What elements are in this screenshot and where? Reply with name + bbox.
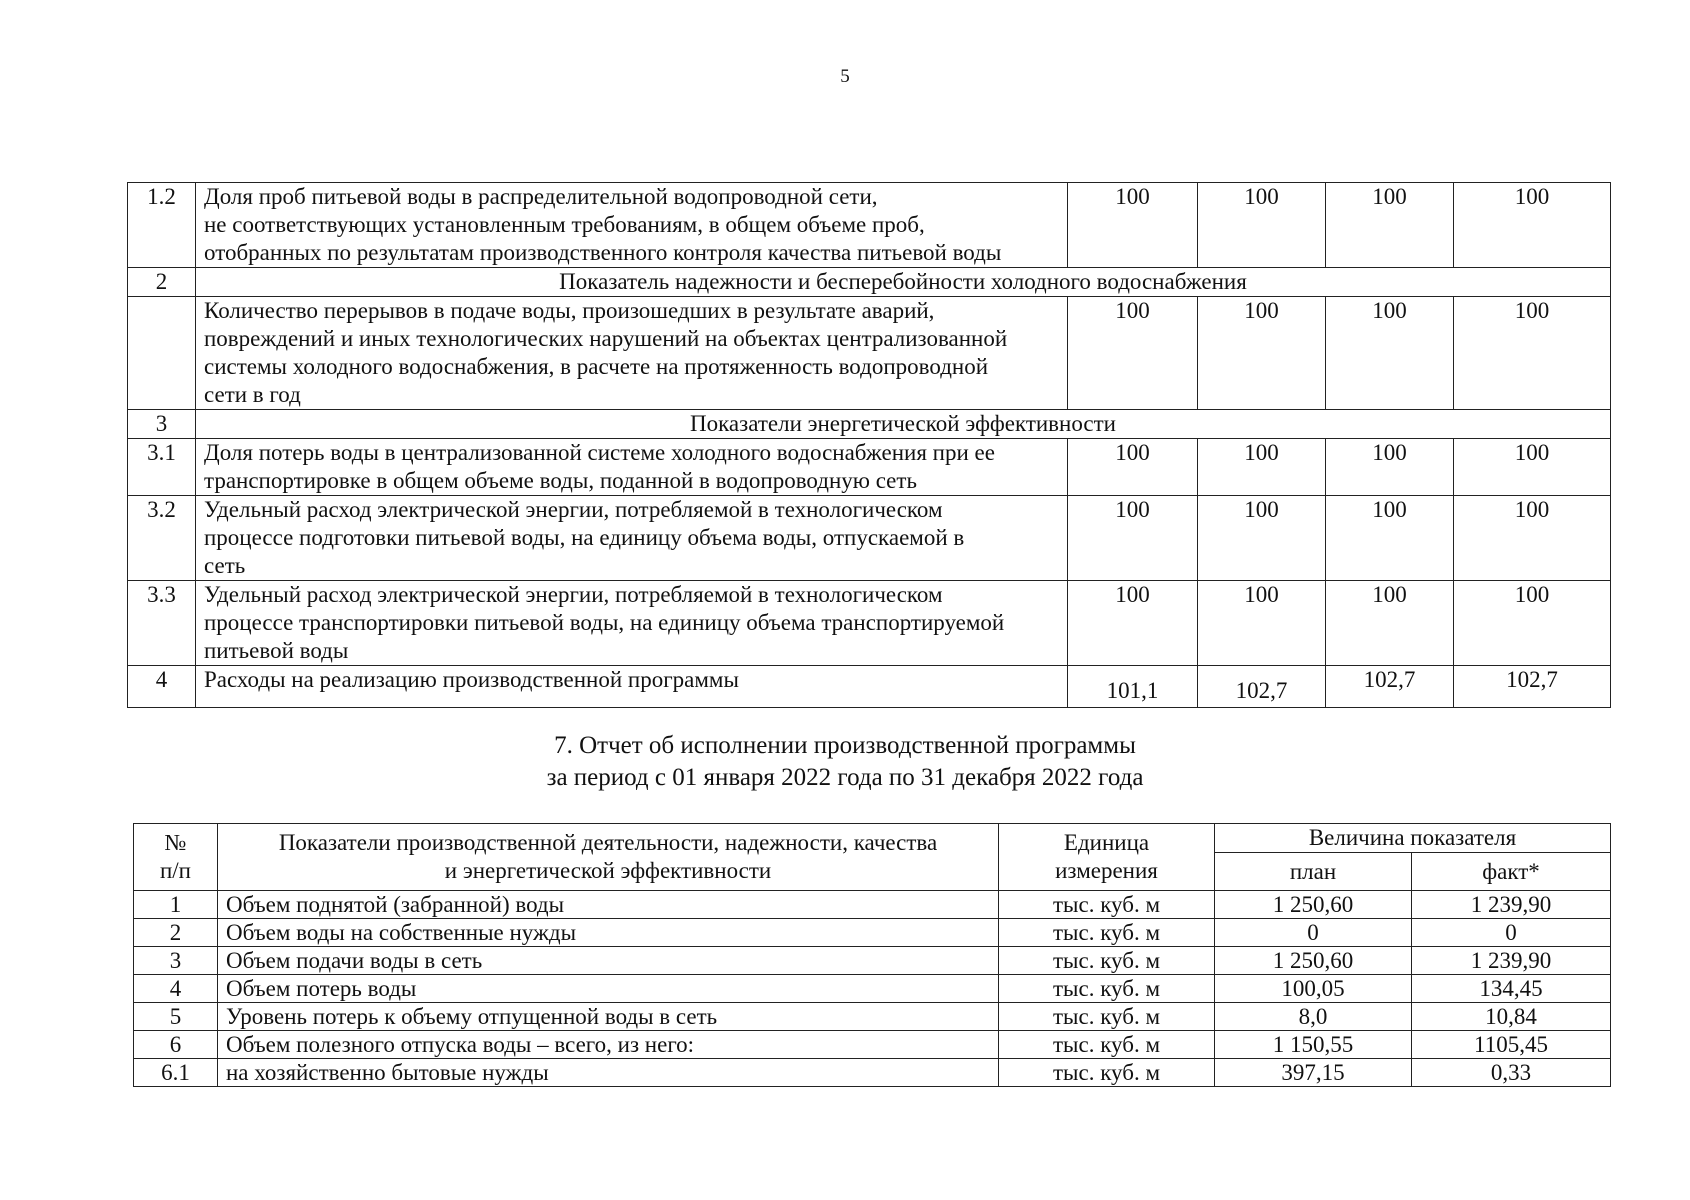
value-cell: 100 [1454,581,1611,666]
page-number: 5 [840,66,850,87]
indicator-text: Количество перерывов в подаче воды, произошедших в результате аварий, повреждений и иных технологических нарушений на объектах централизованной системы холодного водоснабжения, в расчете на протяженность водопроводной сети в год [196,297,1068,410]
section-row [128,268,1611,297]
column-header-unit: Единица измерения [999,824,1215,891]
column-header-plan: план [1215,853,1412,891]
table-row [128,439,1611,496]
report-table [133,823,1611,1087]
plan-cell: 1 250,60 [1215,891,1412,919]
table-row [134,947,1611,975]
row-number: 6 [134,1031,218,1059]
row-number: 6.1 [134,1059,218,1087]
value-cell: 100 [1454,496,1611,581]
table-row [134,1059,1611,1087]
table-row [134,1003,1611,1031]
row-number: 3 [128,410,196,439]
value-cell: 100 [1326,581,1454,666]
column-header-value-group: Величина показателя [1215,824,1611,853]
section-heading: Показатели энергетической эффективности [196,410,1611,439]
unit-cell: тыс. куб. м [999,1003,1215,1031]
section-title-line: за период с 01 января 2022 года по 31 декабря 2022 года [546,764,1144,791]
plan-cell: 8,0 [1215,1003,1412,1031]
indicator-name: Объем полезного отпуска воды – всего, из него: [218,1031,999,1059]
unit-cell: тыс. куб. м [999,975,1215,1003]
indicator-name: Объем воды на собственные нужды [218,919,999,947]
table-row [128,666,1611,708]
unit-cell: тыс. куб. м [999,1059,1215,1087]
value-cell: 100 [1198,297,1326,410]
table-row [134,891,1611,919]
table-row [128,183,1611,268]
indicator-name: Уровень потерь к объему отпущенной воды в сеть [218,1003,999,1031]
value-cell: 100 [1198,581,1326,666]
table-row [128,496,1611,581]
value-cell: 100 [1198,439,1326,496]
row-number: 1 [134,891,218,919]
plan-cell: 100,05 [1215,975,1412,1003]
value-cell: 100 [1326,496,1454,581]
value-cell: 100 [1068,581,1198,666]
value-cell: 100 [1454,439,1611,496]
indicator-text: Доля проб питьевой воды в распределительной водопроводной сети, не соответствующих установленным требованиям, в общем объеме проб, отобранных по результатам производственного контроля качества питьевой воды [196,183,1068,268]
row-number: 3.2 [128,496,196,581]
section-heading: Показатель надежности и бесперебойности холодного водоснабжения [196,268,1611,297]
row-number: 1.2 [128,183,196,268]
row-number: 5 [134,1003,218,1031]
indicators-table [127,182,1611,708]
row-number: 2 [134,919,218,947]
value-cell: 102,7 [1454,666,1611,708]
section-title [0,730,1690,794]
fact-cell: 0 [1412,919,1611,947]
table-row [128,581,1611,666]
plan-cell: 1 150,55 [1215,1031,1412,1059]
fact-cell: 1 239,90 [1412,947,1611,975]
indicator-text: Удельный расход электрической энергии, потребляемой в технологическом процессе транспортировки питьевой воды, на единицу объема транспортируемой питьевой воды [196,581,1068,666]
plan-cell: 1 250,60 [1215,947,1412,975]
value-cell: 101,1 [1068,666,1198,708]
indicator-name: Объем подачи воды в сеть [218,947,999,975]
row-number: 3 [134,947,218,975]
fact-cell: 0,33 [1412,1059,1611,1087]
header-row [134,824,1611,853]
value-cell: 100 [1326,439,1454,496]
value-cell: 100 [1198,183,1326,268]
value-cell: 100 [1326,297,1454,410]
indicator-name: Объем поднятой (забранной) воды [218,891,999,919]
value-cell: 100 [1454,183,1611,268]
table-row [134,919,1611,947]
fact-cell: 1 239,90 [1412,891,1611,919]
row-number: 4 [128,666,196,708]
indicator-text: Расходы на реализацию производственной программы [196,666,1068,708]
unit-cell: тыс. куб. м [999,1031,1215,1059]
fact-cell: 10,84 [1412,1003,1611,1031]
unit-cell: тыс. куб. м [999,947,1215,975]
value-cell: 102,7 [1326,666,1454,708]
indicator-text: Доля потерь воды в централизованной системе холодного водоснабжения при ее транспортировке в общем объеме воды, поданной в водопроводную сеть [196,439,1068,496]
row-number: 2 [128,268,196,297]
indicator-name: Объем потерь воды [218,975,999,1003]
fact-cell: 1105,45 [1412,1031,1611,1059]
column-header-indicator: Показатели производственной деятельности, надежности, качества и энергетической эффективности [218,824,999,891]
value-cell: 100 [1326,183,1454,268]
unit-cell: тыс. куб. м [999,891,1215,919]
value-cell: 102,7 [1198,666,1326,708]
column-header-fact: факт* [1412,853,1611,891]
column-header-number: № п/п [134,824,218,891]
value-cell: 100 [1068,439,1198,496]
value-cell: 100 [1068,183,1198,268]
row-number: 3.3 [128,581,196,666]
row-number: 4 [134,975,218,1003]
table-row [134,975,1611,1003]
indicator-name: на хозяйственно бытовые нужды [218,1059,999,1087]
fact-cell: 134,45 [1412,975,1611,1003]
row-number [128,297,196,410]
indicator-text: Удельный расход электрической энергии, потребляемой в технологическом процессе подготовки питьевой воды, на единицу объема воды, отпускаемой в сеть [196,496,1068,581]
section-row [128,410,1611,439]
value-cell: 100 [1454,297,1611,410]
value-cell: 100 [1068,496,1198,581]
table-row [134,1031,1611,1059]
plan-cell: 0 [1215,919,1412,947]
value-cell: 100 [1198,496,1326,581]
unit-cell: тыс. куб. м [999,919,1215,947]
row-number: 3.1 [128,439,196,496]
value-cell: 100 [1068,297,1198,410]
section-title-line: 7. Отчет об исполнении производственной программы [554,732,1136,759]
table-row [128,297,1611,410]
plan-cell: 397,15 [1215,1059,1412,1087]
